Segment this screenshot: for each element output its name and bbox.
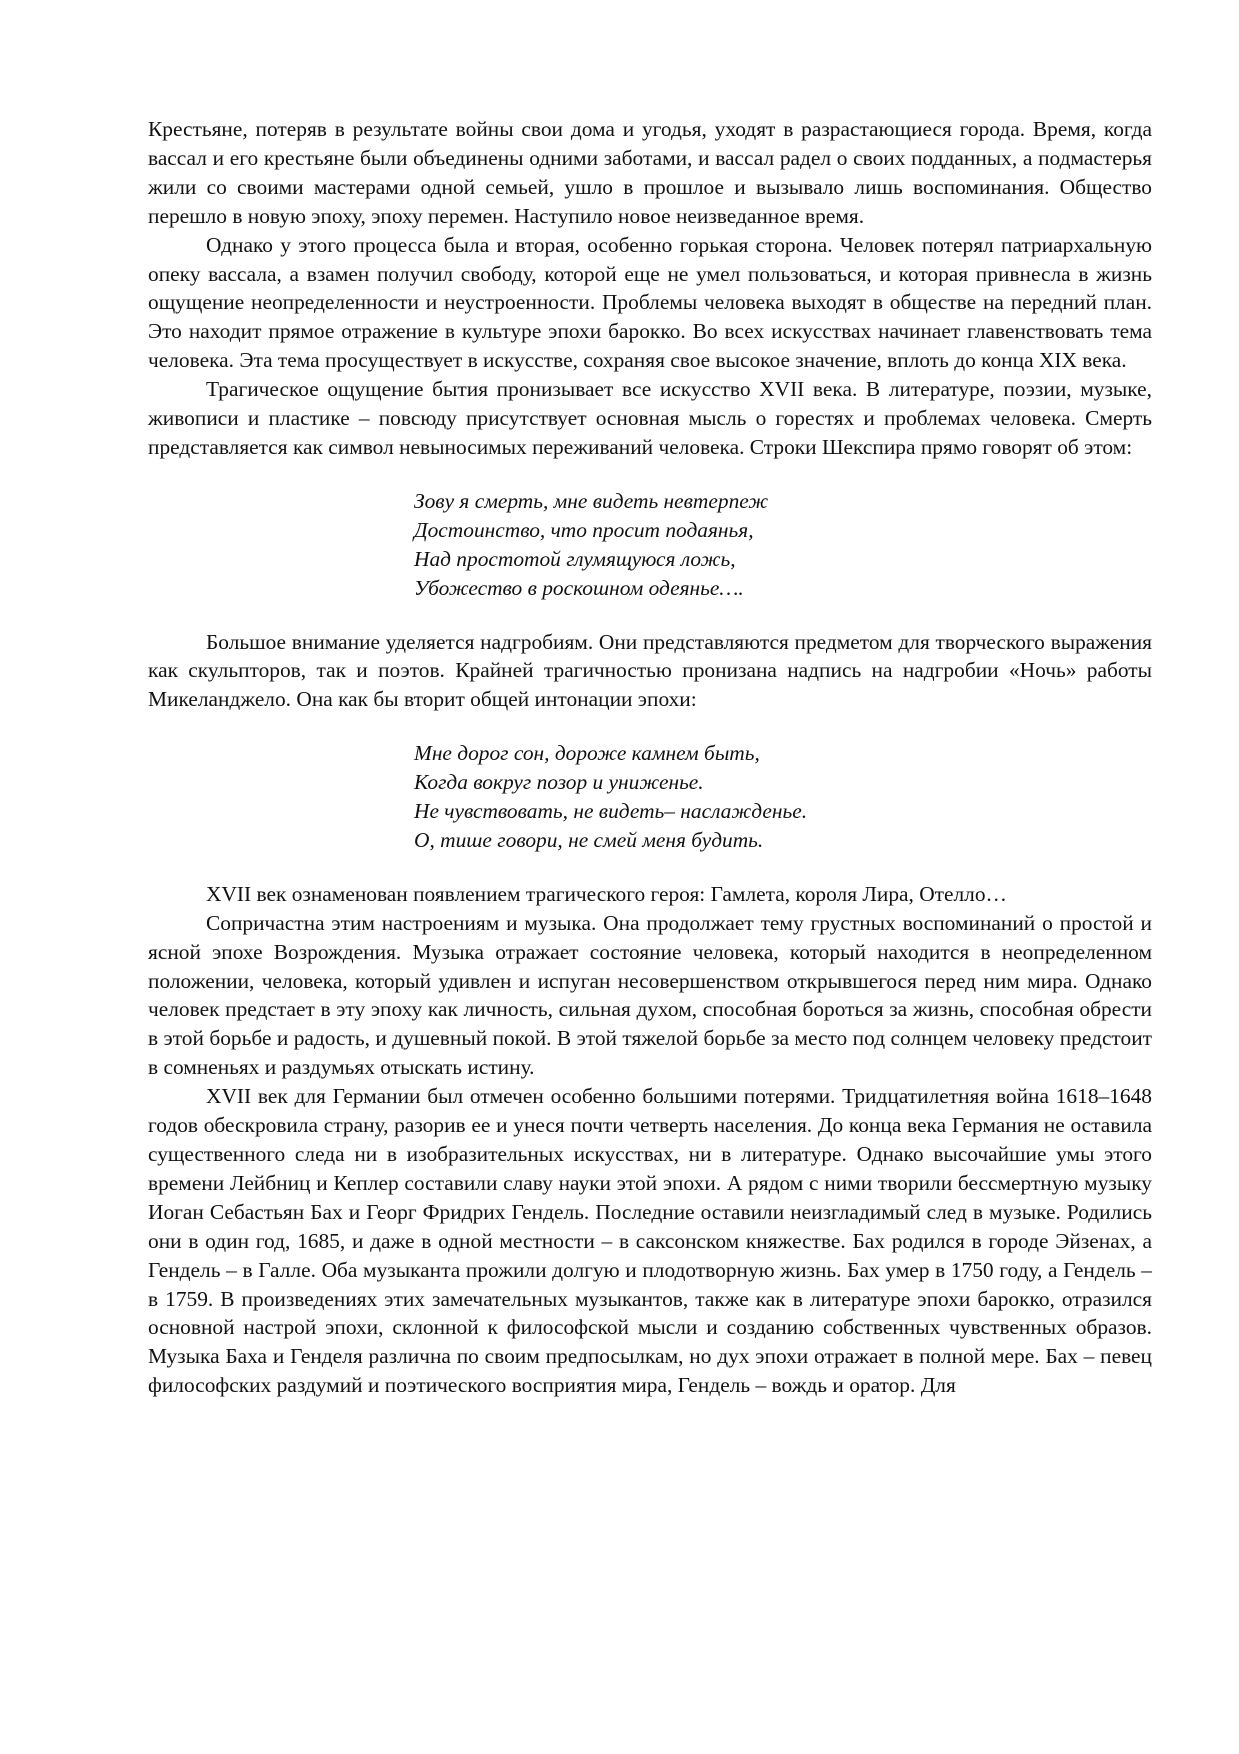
poem-line: О, тише говори, не смей меня будить.: [414, 827, 764, 852]
paragraph-music: Сопричастна этим настроениям и музыка. Она продолжает тему грустных воспоминаний о простой и ясной эпохе Возрождения. Музыка отражает состояние человека, который находится в неопределенном положении, человека, который удивлен и испуган несовершенством открывшегося перед ним мира. Однако человек предстает в эту эпоху как личность, сильная духом, способная бороться за жизнь, способная обрести в этой борьбе и радость, и душевный покой. В этой тяжелой борьбе за место под солнцем человеку предстоит в сомненьях и раздумьях отыскать истину.: [148, 910, 1152, 1080]
document-page: [148, 115, 1152, 1400]
paragraph-tragic-feeling: Трагическое ощущение бытия пронизывает все искусство XVII века. В литературе, поэзии, музыке, живописи и пластике – повсюду присутствует основная мысль о горестях и проблемах человека. Смерть представляется как символ невыносимых переживаний человека. Строки Шекспира прямо говорят об этом:: [148, 377, 1152, 459]
paragraph-tombstones: Большое внимание уделяется надгробиям. Они представляются предметом для творческого выражения как скульпторов, так и поэтов. Крайней трагичностью пронизана надпись на надгробии «Ночь» работы Микеланджело. Она как бы вторит общей интонации эпохи:: [148, 629, 1152, 712]
paragraph-peasants: Крестьяне, потеряв в результате войны свои дома и угодья, уходят в разрастающиеся города. Время, когда вассал и его крестьяне были объединены одними заботами, и вассал радел о своих подданных, а подмастерья жили со своими мастерами одной семьей, ушло в прошлое и вызывало лишь воспоминания. Общество перешло в новую эпоху, эпоху перемен. Наступило новое неизведанное время.: [148, 117, 1152, 228]
poem-line: Не чувствовать, не видеть– наслажденье.: [414, 799, 808, 824]
poem-line: Над простотой глумящуюся ложь,: [414, 546, 736, 571]
poem-line: Мне дорог сон, дороже камнем быть,: [414, 741, 760, 766]
paragraph-second-side: Однако у этого процесса была и вторая, особенно горькая сторона. Человек потерял патриархальную опеку вассала, а взамен получил свободу, которой еще не умел пользоваться, и которая привнесла в жизнь ощущение неопределенности и неустроенности. Проблемы человека выходят в обществе на передний план. Это находит прямое отражение в культуре эпохи барокко. Во всех искусствах начинает главенствовать тема человека. Эта тема просуществует в искусстве, сохраняя свое высокое значение, вплоть до конца XIX века.: [148, 232, 1152, 373]
paragraph-germany: XVII век для Германии был отмечен особенно большими потерями. Тридцатилетняя война 1618–1648 годов обескровила страну, разорив ее и унеся почти четверть населения. До конца века Германия не оставила существенного следа ни в изобразительных искусствах, ни в литературе. Однако высочайшие умы этого времени Лейбниц и Кеплер составили славу науки этой эпохи. А рядом с ними творили бессмертную музыку Иоган Себастьян Бах и Георг Фридрих Гендель. Последние оставили неизгладимый след в музыке. Родились они в один год, 1685, и даже в одной местности – в саксонском княжестве. Бах родился в городе Эйзенах, а Гендель – в Галле. Оба музыканта прожили долгую и плодотворную жизнь. Бах умер в 1750 году, а Гендель – в 1759. В произведениях этих замечательных музыкантов, также как в литературе эпохи барокко, отразился основной настрой эпохи, склонной к философской мысли и созданию собственных чувственных образов. Музыка Баха и Генделя различна по своим предпосылкам, но дух эпохи отражает в полной мере. Бах – певец философских раздумий и поэтического восприятия мира, Гендель – вождь и оратор. Для: [148, 1084, 1152, 1398]
poem-line: Достоинство, что просит подаянья,: [414, 517, 754, 542]
poem-michelangelo: [414, 739, 1152, 855]
poem-shakespeare: [414, 487, 1152, 603]
poem-line: Когда вокруг позор и униженье.: [414, 770, 704, 795]
poem-line: Убожество в роскошном одеянье….: [414, 575, 744, 600]
paragraph-tragic-hero: XVII век ознаменован появлением трагического героя: Гамлета, короля Лира, Отелло…: [206, 881, 1007, 906]
poem-line: Зову я смерть, мне видеть невтерпеж: [414, 488, 769, 513]
